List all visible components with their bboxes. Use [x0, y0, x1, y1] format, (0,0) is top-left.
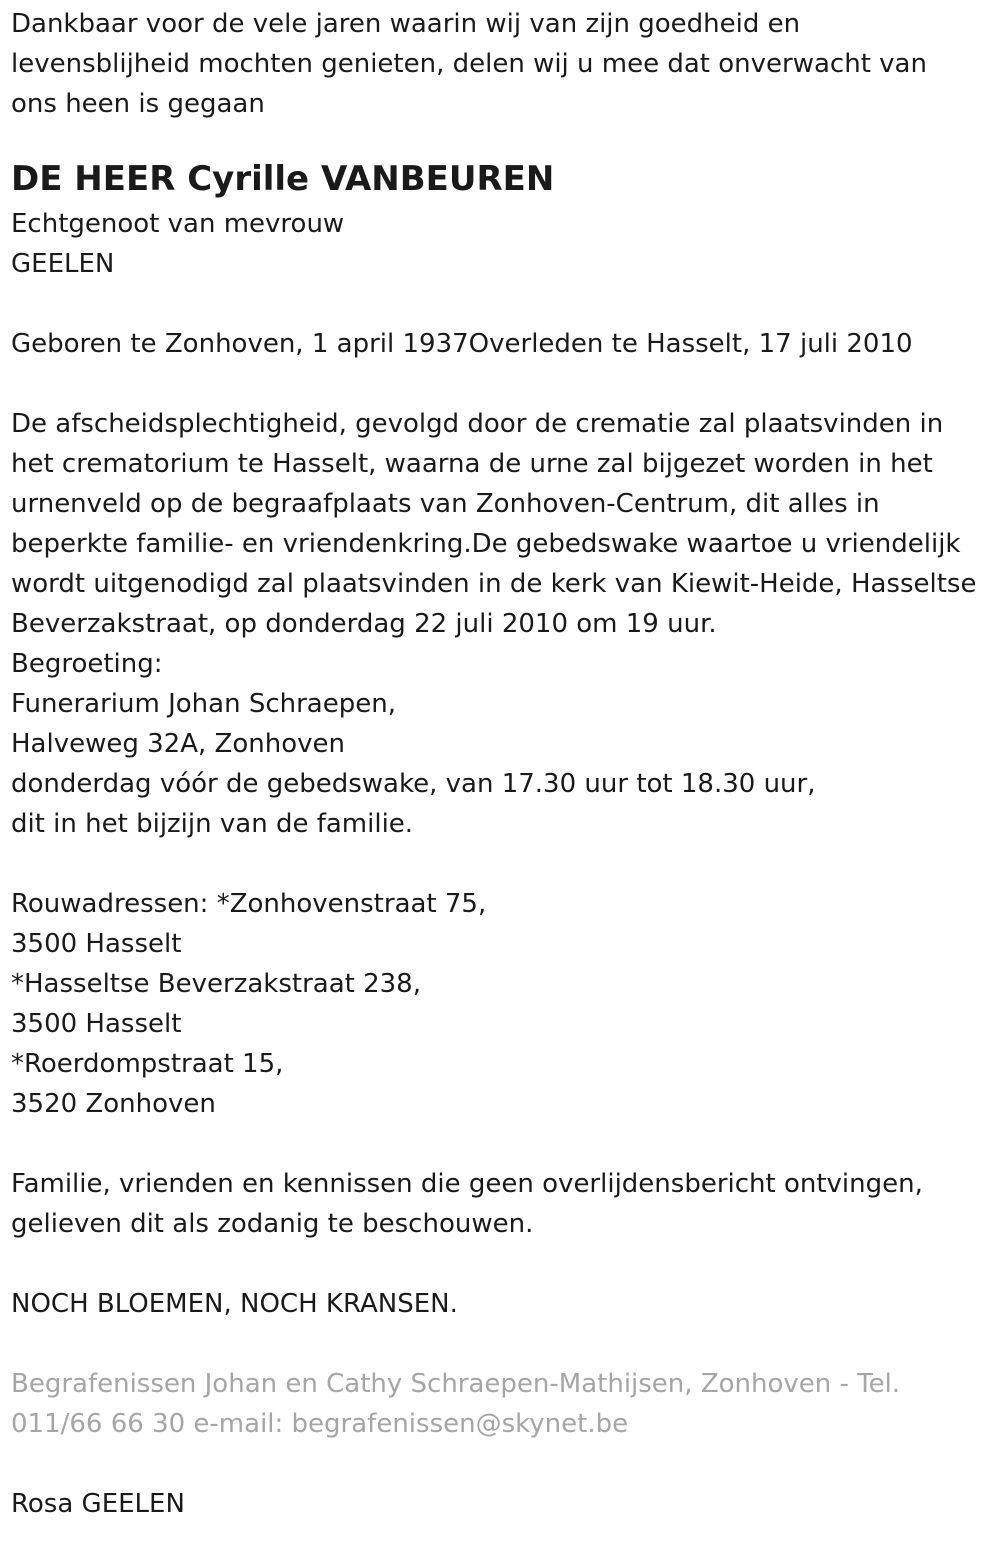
spouse-line: Echtgenoot van mevrouw	[11, 209, 345, 239]
ceremony-line: urnenveld op de begraafplaats van Zonhoven-Centrum, dit alles in	[11, 489, 880, 519]
ceremony-line: het crematorium te Hasselt, waarna de urne zal bijgezet worden in het	[11, 449, 933, 479]
intro-line: ons heen is gegaan	[11, 89, 265, 119]
spacer	[11, 364, 989, 404]
funeral-home-info	[11, 1364, 989, 1444]
signature: Rosa GEELEN	[11, 1489, 185, 1519]
ceremony-line: Begroeting:	[11, 649, 163, 679]
ceremony-line: De afscheidsplechtigheid, gevolgd door de crematie zal plaatsvinden in	[11, 409, 944, 439]
address-line: Rouwadressen: *Zonhovenstraat 75,	[11, 889, 487, 919]
spouse-name: GEELEN	[11, 249, 115, 279]
funeral-home-line: Begrafenissen Johan en Cathy Schraepen-Mathijsen, Zonhoven - Tel.	[11, 1369, 901, 1399]
spouse-block	[11, 204, 989, 284]
ceremony-line: Beverzakstraat, op donderdag 22 juli 2010 om 19 uur.	[11, 609, 717, 639]
spacer	[11, 1244, 989, 1284]
intro-paragraph	[11, 4, 989, 124]
ceremony-paragraph	[11, 404, 989, 844]
spacer	[11, 1444, 989, 1484]
no-flowers-line: NOCH BLOEMEN, NOCH KRANSEN.	[11, 1289, 458, 1319]
ceremony-line: Funerarium Johan Schraepen,	[11, 689, 396, 719]
notice-line: Familie, vrienden en kennissen die geen overlijdensbericht ontvingen,	[11, 1169, 923, 1199]
intro-line: Dankbaar voor de vele jaren waarin wij van zijn goedheid en	[11, 9, 801, 39]
ceremony-line: dit in het bijzijn van de familie.	[11, 809, 414, 839]
spacer	[11, 844, 989, 884]
spacer	[11, 1324, 989, 1364]
address-line: 3500 Hasselt	[11, 929, 182, 959]
address-line: 3500 Hasselt	[11, 1009, 182, 1039]
intro-line: levensblijheid mochten genieten, delen wij u mee dat onverwacht van	[11, 49, 927, 79]
address-line: 3520 Zonhoven	[11, 1089, 216, 1119]
ceremony-line: donderdag vóór de gebedswake, van 17.30 uur tot 18.30 uur,	[11, 769, 816, 799]
funeral-home-line: 011/66 66 30 e-mail: begrafenissen@skynet.be	[11, 1409, 629, 1439]
spacer	[11, 1124, 989, 1164]
mourning-addresses	[11, 884, 989, 1124]
birth-death-line: Geboren te Zonhoven, 1 april 1937Overleden te Hasselt, 17 juli 2010	[11, 329, 913, 359]
ceremony-line: Halveweg 32A, Zonhoven	[11, 729, 345, 759]
address-line: *Roerdompstraat 15,	[11, 1049, 284, 1079]
deceased-name: DE HEER Cyrille VANBEUREN	[11, 159, 555, 199]
ceremony-line: beperkte familie- en vriendenkring.De gebedswake waartoe u vriendelijk	[11, 529, 961, 559]
address-line: *Hasseltse Beverzakstraat 238,	[11, 969, 421, 999]
notice-paragraph	[11, 1164, 989, 1244]
notice-line: gelieven dit als zodanig te beschouwen.	[11, 1209, 534, 1239]
ceremony-line: wordt uitgenodigd zal plaatsvinden in de kerk van Kiewit-Heide, Hasseltse	[11, 569, 977, 599]
spacer	[11, 284, 989, 324]
